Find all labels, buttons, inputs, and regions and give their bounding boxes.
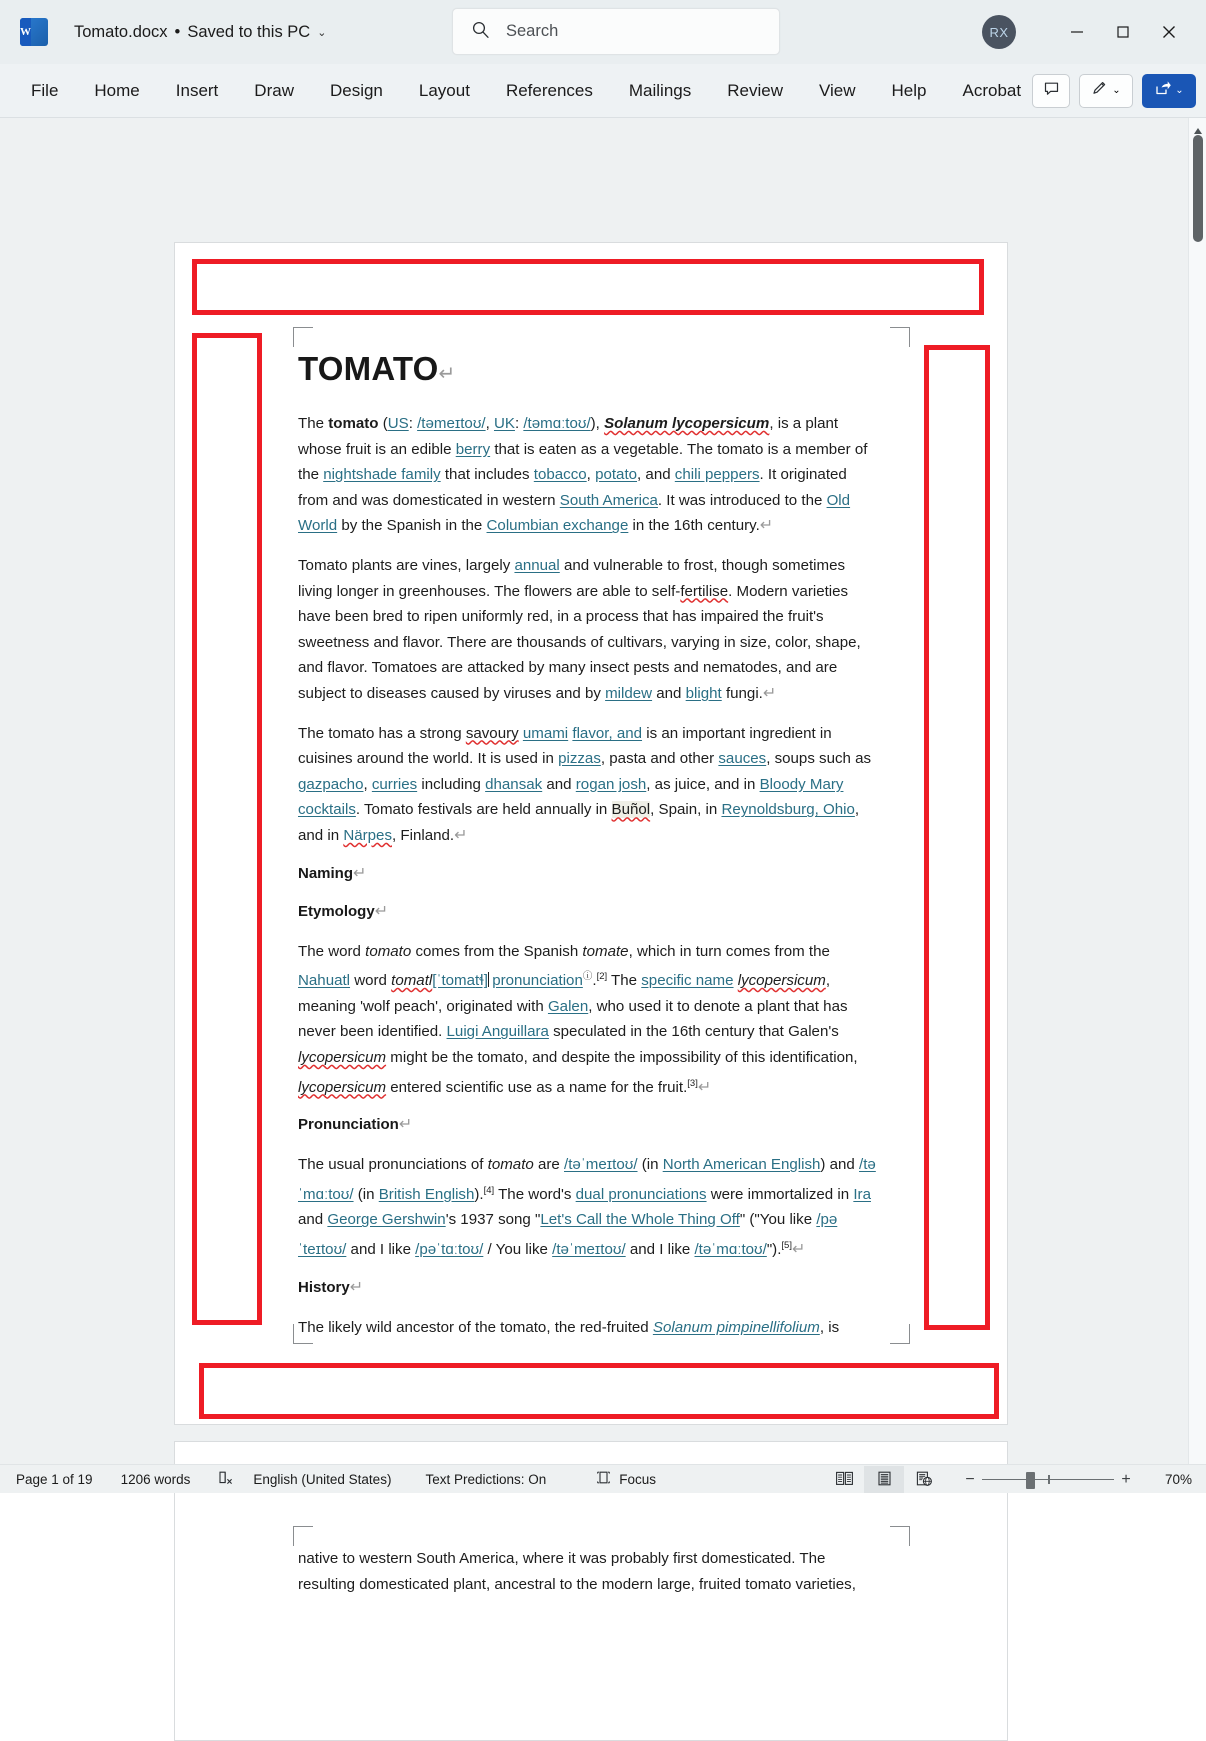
text-run: 's 1937 song "	[445, 1211, 541, 1229]
search-input[interactable]	[452, 8, 780, 55]
pilcrow-mark: ↵	[791, 1240, 806, 1258]
text-run: might be the tomato, and despite the impossibility of this identification,	[386, 1048, 858, 1066]
link-nahuatl[interactable]: Nahuatl	[298, 972, 351, 990]
word-count[interactable]	[121, 1472, 191, 1487]
text-run: that includes	[440, 466, 534, 484]
link-dual-pronunciations[interactable]: dual pronunciations	[575, 1185, 707, 1203]
document-page-2-text	[298, 1546, 880, 1592]
page-title	[298, 352, 880, 385]
proofing-errors-button[interactable]	[218, 1470, 235, 1489]
text-run: The	[607, 972, 642, 990]
text-run: , is	[819, 1318, 840, 1336]
text-run: Tomato plants are vines, largely	[298, 556, 515, 574]
maximize-button[interactable]	[1100, 10, 1146, 54]
chevron-down-icon[interactable]: ⌄	[317, 26, 327, 39]
text-run: The tomato has a strong	[298, 724, 466, 742]
zoom-in-button[interactable]: +	[1121, 1470, 1131, 1488]
text-run: (	[378, 415, 388, 432]
paragraph-page2	[298, 1546, 880, 1597]
heading-text: Naming	[298, 864, 354, 882]
paragraph-intro	[298, 411, 880, 539]
chevron-down-icon[interactable]: ⌄	[1112, 84, 1121, 96]
vertical-scrollbar[interactable]	[1188, 118, 1206, 1464]
text-run: , as juice, and in	[646, 775, 760, 793]
link-mildew[interactable]: mildew	[605, 684, 653, 702]
text-run: are	[533, 1156, 564, 1174]
text-run: ) and	[820, 1156, 860, 1174]
text-predictions-label: Text Predictions: On	[425, 1471, 547, 1487]
word-app-icon	[20, 18, 48, 46]
focus-label: Focus	[619, 1471, 657, 1487]
status-bar	[0, 1464, 1206, 1493]
pilcrow-mark: ↵	[762, 684, 777, 702]
text-run: ").	[766, 1240, 782, 1258]
pilcrow-mark: ↵	[374, 902, 389, 920]
link-pronunciation[interactable]: pronunciation	[492, 972, 583, 990]
close-button[interactable]	[1146, 10, 1192, 54]
minimize-button[interactable]	[1054, 10, 1100, 54]
paragraph-pronunciation	[298, 1152, 880, 1262]
link-solanum-pimpinellifolium[interactable]: Solanum pimpinellifolium	[652, 1318, 820, 1336]
link-bloody-mary-cocktails[interactable]: Bloody Mary cocktails	[298, 775, 844, 819]
text-run-italic: tomate	[582, 942, 629, 960]
text-run: The word	[298, 942, 366, 960]
paragraph-etymology	[298, 939, 880, 1101]
scientific-name: Solanum lycopersicum	[604, 415, 770, 432]
link-ipa-potato-1[interactable]: /pəˈteɪtoʊ/	[298, 1211, 838, 1258]
text-run-italic: lycopersicum	[737, 972, 826, 990]
pilcrow-mark: ↵	[349, 1278, 364, 1296]
document-name: Tomato.docx	[74, 22, 168, 41]
tab-draw[interactable]: Draw	[254, 80, 294, 100]
text-run: , is a plant whose fruit is an edible	[298, 415, 839, 458]
link-rogan-josh[interactable]: rogan josh	[575, 775, 647, 793]
text-run: The	[298, 415, 329, 432]
text-run: and	[542, 775, 576, 793]
share-icon	[1154, 79, 1172, 102]
text-run: . It was introduced to the	[657, 491, 827, 509]
margin-mark-bottom-right	[890, 1324, 910, 1344]
text-run: , Finland.	[392, 826, 455, 844]
link-ipa-tomato-1[interactable]: /təˈmeɪtoʊ/	[552, 1240, 626, 1258]
link-chili-peppers[interactable]: chili peppers	[674, 466, 760, 484]
link-berry[interactable]: berry	[455, 440, 491, 458]
read-mode-button[interactable]	[824, 1466, 864, 1493]
link-south-america[interactable]: South America	[559, 491, 658, 509]
heading-naming	[298, 863, 880, 885]
spelling-error-fertilise: fertilise	[680, 582, 729, 600]
search-placeholder: Search	[506, 22, 559, 40]
text-run: and	[298, 1211, 328, 1229]
link-dhansak[interactable]: dhansak	[485, 775, 543, 793]
scroll-up-arrow-icon[interactable]	[1193, 122, 1203, 130]
link-reynoldsburg-ohio[interactable]: Reynoldsburg, Ohio	[721, 801, 855, 819]
heading-text: History	[298, 1278, 350, 1296]
tab-references[interactable]: References	[505, 80, 593, 100]
link-annual[interactable]: annual	[514, 556, 560, 574]
zoom-control[interactable]	[958, 1471, 1138, 1489]
citation-5[interactable]: [5]	[781, 1239, 792, 1251]
link-north-american-english[interactable]: North American English	[662, 1156, 821, 1174]
link-ipa-tomatl[interactable]: [ˈtomatɬ]	[432, 972, 488, 990]
text-run: . It originated from and was domesticated in western	[298, 466, 847, 509]
link-luigi-anguillara[interactable]: Luigi Anguillara	[446, 1023, 549, 1041]
text-run: resulting domesticated plant, ancestral to the modern large, fruited tomato varieties,	[298, 1575, 856, 1593]
text-run: , and	[637, 466, 675, 484]
comment-icon	[1043, 80, 1060, 102]
link-specific-name[interactable]: specific name	[641, 972, 734, 990]
link-george-gershwin[interactable]: George Gershwin	[327, 1211, 446, 1229]
margin-mark-top-right	[890, 1526, 910, 1546]
read-mode-icon	[835, 1470, 854, 1490]
citation-3[interactable]: [3]	[687, 1077, 698, 1089]
document-text-body[interactable]	[298, 352, 880, 1354]
paragraph-plants	[298, 553, 880, 707]
text-run: (in	[637, 1156, 663, 1174]
text-run-bold: tomato	[328, 415, 379, 432]
pencil-icon	[1091, 79, 1109, 102]
heading-etymology	[298, 901, 880, 923]
pilcrow-mark: ↵	[454, 826, 468, 844]
share-button[interactable]	[1142, 74, 1196, 108]
pilcrow-mark: ↵	[353, 864, 367, 882]
heading-history	[298, 1277, 880, 1299]
editing-mode-button[interactable]	[1079, 74, 1133, 108]
link-us[interactable]: US	[387, 415, 409, 432]
text-run: / You like	[483, 1240, 553, 1258]
avatar[interactable]: RX	[982, 15, 1016, 49]
link-british-english[interactable]: British English	[378, 1185, 475, 1203]
text-run: fungi.	[721, 684, 763, 702]
text-run: :	[408, 415, 418, 432]
focus-mode-button[interactable]	[595, 1469, 656, 1489]
citation-4[interactable]: [4]	[483, 1184, 495, 1196]
search-icon	[471, 20, 490, 44]
text-run: ),	[590, 415, 605, 432]
heading-text: Etymology	[298, 902, 375, 920]
comments-button[interactable]	[1032, 74, 1070, 108]
text-run: and	[652, 684, 686, 702]
text-run: native to western South America, where it was probably first domesticated. The	[298, 1550, 826, 1567]
tab-mailings[interactable]: Mailings	[628, 80, 692, 100]
text-run: in the 16th century.	[628, 517, 760, 535]
link-ipa-potato-2[interactable]: /pəˈtɑːtoʊ/	[415, 1240, 484, 1258]
text-predictions-toggle[interactable]	[425, 1472, 546, 1487]
word-count-label: 1206 words	[120, 1471, 191, 1487]
pilcrow-mark: ↵	[697, 1078, 712, 1096]
language-label: English (United States)	[253, 1471, 392, 1487]
tab-review[interactable]: Review	[727, 80, 783, 100]
text-run: by the Spanish in the	[337, 517, 487, 535]
text-run: that is eaten as a vegetable. The tomato is a member of the	[298, 440, 868, 484]
ribbon-action-buttons	[1032, 74, 1196, 108]
chevron-down-icon[interactable]: ⌄	[1175, 84, 1184, 96]
link-blight[interactable]: blight	[685, 684, 722, 702]
link-umami[interactable]: umami	[522, 724, 569, 742]
link-ipa-be[interactable]: /təˈmɑːtoʊ/	[298, 1156, 876, 1203]
link-song-title[interactable]: Let's Call the Whole Thing Off	[540, 1211, 740, 1229]
text-run-italic-tomatl: tomatl	[391, 972, 433, 990]
footer-margin-highlight	[199, 1363, 999, 1419]
title-bar	[0, 0, 1206, 64]
heading-text: Pronunciation	[298, 1116, 399, 1134]
proofing-errors-icon	[218, 1470, 235, 1489]
ribbon-tab-bar	[0, 64, 1206, 118]
page-indicator[interactable]	[16, 1472, 93, 1487]
text-run: , soups such as	[766, 750, 872, 768]
print-layout-icon	[876, 1470, 893, 1490]
link-columbian-exchange[interactable]: Columbian exchange	[486, 517, 629, 535]
link-old-world[interactable]: Old World	[298, 491, 851, 535]
text-run: (in	[353, 1185, 379, 1203]
document-title-bar[interactable]	[74, 23, 326, 42]
text-run: , meaning 'wolf peach', originated with	[298, 972, 831, 1015]
link-narpes[interactable]: Närpes	[343, 826, 392, 844]
link-pizzas[interactable]: pizzas	[558, 750, 601, 768]
text-run: is an important ingredient in cuisines around the world. It is used in	[298, 724, 832, 768]
zoom-out-button[interactable]: −	[965, 1470, 975, 1488]
spelling-error-savoury: savoury	[465, 724, 519, 742]
text-run: , Spain, in	[650, 801, 722, 819]
paragraph-cuisine	[298, 721, 880, 849]
margin-mark-top-left	[293, 327, 313, 347]
link-flavor-and[interactable]: flavor, and	[572, 724, 643, 742]
link-gazpacho[interactable]: gazpacho	[298, 775, 364, 793]
window-controls-group	[982, 0, 1206, 64]
scrollbar-thumb[interactable]	[1193, 135, 1203, 242]
text-run-italic: tomato	[487, 1156, 534, 1174]
citation-2[interactable]: [2]	[596, 971, 608, 983]
text-run: , and in	[298, 801, 860, 844]
pilcrow-mark: ↵	[438, 363, 456, 385]
text-run: word	[350, 972, 392, 990]
tab-view[interactable]: View	[818, 80, 856, 100]
text-run: .	[592, 972, 597, 990]
zoom-slider[interactable]	[982, 1472, 1114, 1488]
page-indicator-label: Page 1 of 19	[16, 1471, 93, 1487]
tab-file[interactable]: File	[31, 80, 59, 100]
tab-help[interactable]: Help	[891, 80, 927, 100]
text-run: ,	[485, 415, 494, 432]
text-run: , who used it to denote a plant that has never been identified.	[298, 997, 848, 1041]
tab-insert[interactable]: Insert	[175, 80, 219, 100]
link-galen[interactable]: Galen	[547, 997, 589, 1015]
text-run: and vulnerable to frost, though sometimes living longer in greenhouses. The flowers are able to self-	[298, 556, 846, 600]
zoom-slider-thumb[interactable]	[1026, 1472, 1035, 1489]
tab-home[interactable]: Home	[94, 80, 140, 100]
doc-title-text: TOMATO	[298, 350, 439, 387]
print-layout-button[interactable]	[864, 1466, 904, 1493]
margin-mark-top-right	[890, 327, 910, 347]
margin-mark-top-left	[293, 1526, 313, 1546]
text-run: , which in turn comes from the	[628, 942, 830, 960]
text-run: , pasta and other	[600, 750, 719, 768]
text-run: " ("You like	[739, 1211, 817, 1229]
text-run: . Modern varieties have been bred to ripen uniformly red, in a process that has impaired the fruit's sweetness and flavor. There are thousands of cultivars, varying in size, color, shape, and flavor. Tomatoes are attacked by many insect pests and nematodes, and are subject to diseases caused by viruses and by	[298, 582, 861, 702]
text-run: ,	[363, 775, 372, 793]
tab-acrobat[interactable]: Acrobat	[962, 80, 1022, 100]
link-ipa-nae[interactable]: /təˈmeɪtoʊ/	[564, 1156, 638, 1174]
highlighted-word-bunol: Buñol	[611, 801, 651, 819]
zoom-percentage[interactable]: 70%	[1164, 1472, 1192, 1487]
text-run-italic: tomato	[365, 942, 412, 960]
link-ipa-tomato-2[interactable]: /təˈmɑːtoʊ/	[694, 1240, 767, 1258]
tab-design[interactable]: Design	[329, 80, 383, 100]
link-ira[interactable]: Ira	[853, 1185, 871, 1203]
link-uk[interactable]: UK	[493, 415, 515, 432]
text-run: ).	[474, 1185, 484, 1203]
text-run: speculated in the 16th century that Galen's	[548, 1023, 839, 1041]
title-separator: •	[174, 22, 181, 41]
web-layout-icon	[915, 1470, 933, 1490]
text-run: The word's	[494, 1185, 576, 1203]
text-run: and I like	[625, 1240, 695, 1258]
link-us-ipa[interactable]: /təmeɪtoʊ/	[417, 415, 486, 432]
language-indicator[interactable]	[253, 1472, 391, 1487]
header-margin-highlight	[192, 259, 984, 315]
view-and-zoom-controls	[824, 1465, 1206, 1494]
link-potato[interactable]: potato	[595, 466, 638, 484]
web-layout-button[interactable]	[904, 1466, 944, 1493]
text-run: were immortalized in	[706, 1185, 854, 1203]
pilcrow-mark: ↵	[398, 1116, 413, 1134]
zoom-slider-midpoint	[1048, 1475, 1050, 1484]
link-sauces[interactable]: sauces	[718, 750, 767, 768]
text-run: . Tomato festivals are held annually in	[355, 801, 612, 819]
paragraph-history	[298, 1315, 880, 1341]
text-run: and I like	[346, 1240, 416, 1258]
text-run: :	[514, 415, 524, 432]
text-run-italic: lycopersicum	[298, 1078, 387, 1096]
link-uk-ipa[interactable]: /təmɑːtoʊ/	[523, 415, 591, 432]
left-margin-highlight	[192, 333, 262, 1325]
save-state-label: Saved to this PC	[187, 22, 311, 41]
link-curries[interactable]: curries	[371, 775, 418, 793]
focus-icon	[595, 1469, 612, 1489]
text-run-italic: lycopersicum	[298, 1048, 387, 1066]
text-run: ,	[586, 466, 596, 484]
text-run: The usual pronunciations of	[298, 1156, 488, 1174]
right-margin-highlight	[924, 345, 990, 1330]
tab-layout[interactable]: Layout	[418, 80, 470, 100]
heading-pronunciation	[298, 1114, 880, 1136]
info-icon-superscript[interactable]: ⓘ	[582, 971, 593, 983]
text-run: entered scientific use as a name for the fruit.	[386, 1078, 688, 1096]
link-tobacco[interactable]: tobacco	[533, 466, 587, 484]
pilcrow-mark: ↵	[759, 517, 774, 535]
text-run: including	[417, 775, 486, 793]
text-run: The likely wild ancestor of the tomato, the red-fruited	[298, 1318, 653, 1336]
text-run: comes from the Spanish	[411, 942, 583, 960]
link-nightshade-family[interactable]: nightshade family	[323, 466, 441, 484]
